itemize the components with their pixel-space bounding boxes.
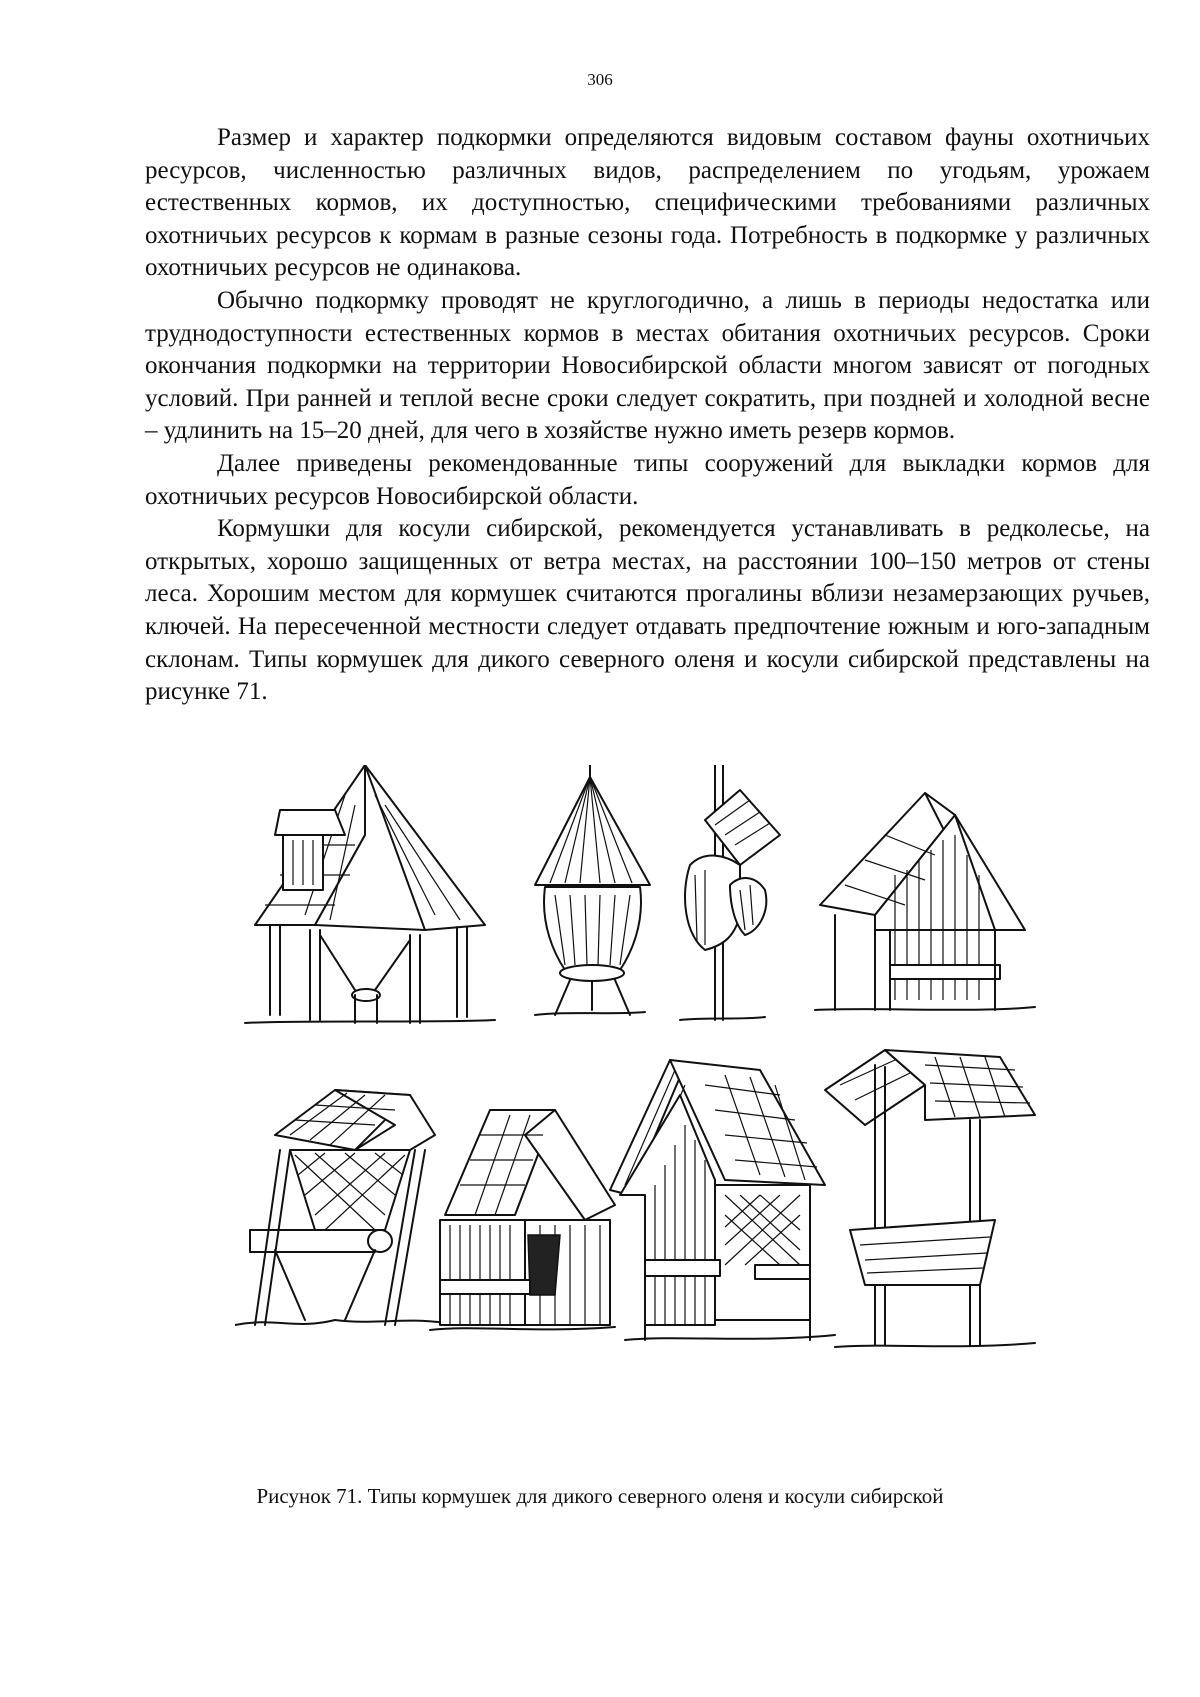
page-number: 306 — [587, 70, 613, 89]
gabled-box-feeder-icon — [430, 1110, 615, 1330]
paragraph: Далее приведены рекомендованные типы сооружений для выкладки кормов для охотничьих ресурсов Новосибирской области. — [145, 449, 1150, 510]
pavilion-feeder-icon — [245, 765, 495, 1023]
paragraph: Кормушки для косули сибирской, рекомендуется устанавливать в редколесье, на открытых, хорошо защищенных от ветра местах, на расстоянии 100–150 метров от стены леса. Хорошим местом для кормушек считаются прогалины вблизи незамерзающих ручьев, ключей. На пересеченной местности следует отдавать предпочтение южным и юго-западным склонам. Типы кормушек для дикого северного оленя и косули сибирской представлены на рисунке 71. — [145, 515, 1150, 706]
canopy-trough-feeder-icon — [825, 1050, 1035, 1347]
paragraph: Размер и характер подкормки определяются видовым составом фауны охотничьих ресурсов, численностью различных видов, распределением по угодьям, урожаем естественных кормов, их доступностью, специфическими требованиями различных охотничьих ресурсов к кормам в разные сезоны года. Потребность в подкормке у различных охотничьих ресурсов не одинакова. — [145, 124, 1150, 282]
pole-hay-feeder-icon — [680, 765, 780, 1020]
figure-caption: Рисунок 71. Типы кормушек для дикого северного оленя и косули сибирской — [256, 1484, 944, 1508]
lattice-house-feeder-icon — [610, 1060, 835, 1340]
shed-feeder-icon — [815, 793, 1035, 1010]
paragraph: Обычно подкормку проводят не круглогодично, а лишь в периоды недостатка или труднодоступности естественных кормов в местах обитания охотничьих ресурсов. Сроки окончания подкормки на территории Новосибирской области многом зависят от погодных условий. При ранней и теплой весне сроки следует сократить, при поздней и холодной весне – удлинить на 15–20 дней, для чего в хозяйстве нужно иметь резерв кормов. — [145, 286, 1150, 445]
lattice-trough-feeder-icon — [235, 1090, 445, 1325]
figure-feeders — [235, 765, 1130, 1465]
body-text — [145, 122, 1150, 709]
conical-hay-feeder-icon — [535, 765, 650, 1015]
